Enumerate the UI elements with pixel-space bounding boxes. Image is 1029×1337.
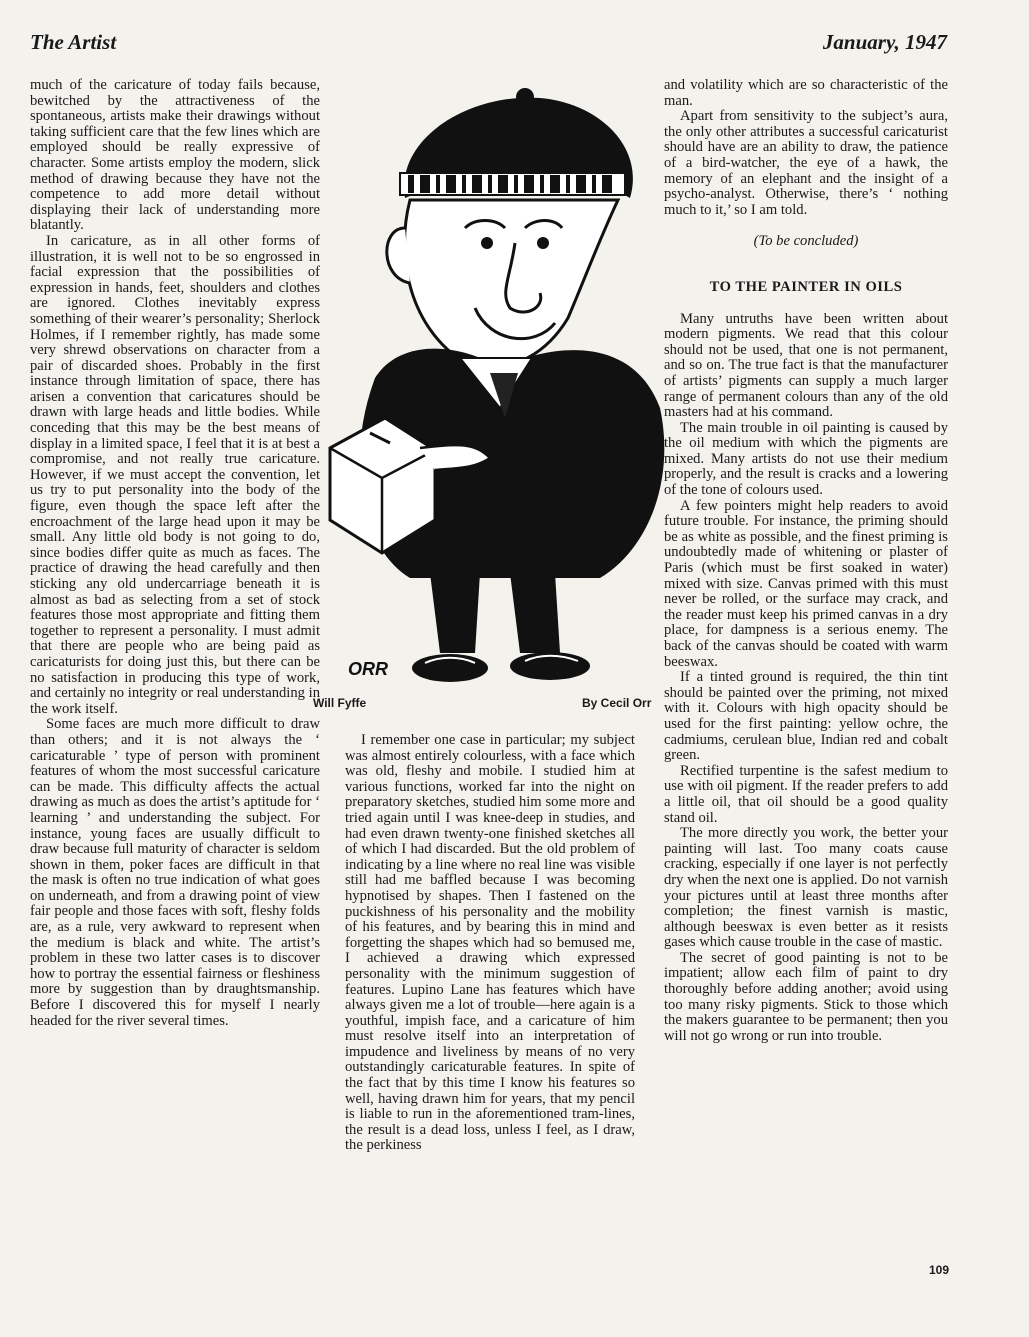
section-title: TO THE PAINTER IN OILS	[709, 278, 903, 295]
paragraph: The secret of good painting is not to be impatient; allow each film of paint to dry thoroughly before adding another; avoid using too many risky pigments. Stick to those which the makers guarantee to be permanent; then you will not go wrong or run into trouble.	[664, 949, 948, 1044]
paragraph: I remember one case in particular; my subject was almost entirely colourless, with a face which was old, fleshy and mobile. I studied him at various functions, worked far into the night on preparatory sketches, studied him some more and tried again until I was knee-deep in studies, and had even drawn twenty-one finished sketches all of which I had discarded. But the old problem of indicating by a line where no real line was visible still had me baffled because I was becoming hypnotised by shapes. Then I fastened on the puckishness of his personality and the mobility of his features, and by bearing this in mind and forgetting the shapes which had so bemused me, I achieved a drawing which expressed personality with the minimum suggestion of features. Lupino Lane has features which have always given me a lot of trouble—here again is a youthful, impish face, and a caricature of him must resolve itself into an interpretation of impudence and liveliness by means of no very outstandingly caricaturable features. In spite of the fact that by this time I know his features so well, having drawn him for years, that my pencil is liable to run in the aforementioned tram-lines, the result is a dead loss, unless I feel, as I draw, the perkiness	[345, 732, 635, 1154]
caption-credit: By Cecil Orr	[582, 696, 652, 710]
caricature-illustration	[300, 78, 680, 690]
paragraph: much of the caricature of today fails because, bewitched by the attractiveness of the spontaneous, artists make their drawings without taking sufficient care that the few lines which are employed should be really expressive of character. Some artists employ the modern, slick method of drawing because they have not the competence to add more detail without displaying their lack of understanding more blatantly.	[30, 77, 320, 234]
paragraph: Many untruths have been written about modern pigments. We read that this colour should not be used, that one is not permanent, and so on. The true fact is that the manufacturer of artists’ pigments can supply a much larger range of permanent colours than any of the old masters had at his command.	[664, 310, 948, 421]
paragraph: If a tinted ground is required, the thin tint should be painted over the priming, not mixed with it. Colours with high opacity should be used for the first painting: yellow ochre, the cadmiums, cerulean blue, Indian red and cobalt green.	[664, 669, 948, 764]
running-header-date: January, 1947	[822, 30, 947, 54]
paragraph: Rectified turpentine is the safest medium to use with oil pigment. If the reader prefers to add a little oil, that oil should be a good quality stand oil.	[664, 762, 948, 826]
paragraph: A few pointers might help readers to avoid future trouble. For instance, the priming should be as white as possible, and the finest priming is undoubtedly made of whitening or plaster of Paris (which must be first soaked in water) mixed with size. Canvas primed with this must never be rolled, or the surface may crack, and the reader must keep his primed canvas in a dry place, for dampness is a serious enemy. The back of the canvas should be coated with warm beeswax.	[664, 497, 948, 670]
caption-subject: Will Fyffe	[313, 696, 367, 710]
paragraph: The main trouble in oil painting is caused by the oil medium with which the pigments are mixed. Many artists do not use their medium properly, and the result is cracks and a lowering of the tone of colours used.	[664, 419, 948, 499]
paragraph: and volatility which are so characteristic of the man.	[664, 77, 948, 109]
paragraph: Apart from sensitivity to the subject’s aura, the only other attributes a successful caricaturist should have are an ability to draw, the patience of a bird-watcher, the eye of a hawk, the memory of an elephant and the insight of a psycho-analyst. Otherwise, there’s ‘ nothing much to it,’ so I am told.	[664, 108, 948, 218]
running-header-left: The Artist	[30, 30, 117, 54]
paragraph: Some faces are much more difficult to draw than others; and it is not always the ‘ caricaturable ’ type of person with prominent features of whom the most successful caricature can be made. This difficulty affects the actual drawing as much as does the artist’s aptitude for ‘ learning ’ and understanding the subject. For instance, young faces are usually difficult to draw because full maturity of character is seldom shown in them, poker faces are difficult in that the mask is often no true indication of what goes on underneath, and from a drawing point of view fair people and those faces with soft, fleshy folds are, as a rule, very awkward to represent when the medium is black and white. The artist’s problem in these two latter cases is to discover how to portray the essential fairness or fleshiness more by suggestion than by draughtsmanship. Before I discovered this for myself I nearly headed for the river several times.	[30, 716, 320, 1029]
paragraph: In caricature, as in all other forms of illustration, it is well not to be so engrossed in facial expression that the possibilities of expression in hands, feet, shoulders and clothes are ignored. Clothes inevitably express something of their wearer’s personality; Sherlock Holmes, if I remember rightly, has made some very shrewd observations on character from a pair of discarded shoes. Probably in the first instance through limitation of space, there has arisen a convention that caricatures should be drawn with large heads and little bodies. While conceding that this may be the best means of display in a limited space, I feel that it is at best a compromise, and not really true caricature. However, if we must accept the convention, let us try to put personality into the body of the figure, even though the space left after the encroachment of the large head upon it may be small. Any little old body is not going to do, since bodies differ quite as much as faces. The practice of drawing the head carefully and then sticking any old undercarriage beneath it is almost as bad as selecting from a set of stock features those most appropriate and fitting them together to represent a personality. I must admit that there are people who are being paid as caricaturists for doing just this, but there can be no satisfaction in producing this type of work, and certainly no integrity or real understanding in the work itself.	[30, 232, 320, 717]
column-left	[30, 78, 320, 1029]
paragraph: The more directly you work, the better your painting will last. Too many coats cause cracking, especially if one layer is not perfectly dry when the next one is applied. Do not varnish your pictures until at least three months after completion; the finest varnish is mastic, although beeswax is even better as it resists gases which cause trouble in the case of mastic.	[664, 825, 948, 951]
artist-signature: ORR	[348, 659, 388, 679]
to-be-concluded-note: (To be concluded)	[753, 233, 859, 250]
page-number: 109	[928, 1263, 949, 1277]
column-right	[664, 78, 948, 1044]
column-middle	[345, 733, 635, 1154]
